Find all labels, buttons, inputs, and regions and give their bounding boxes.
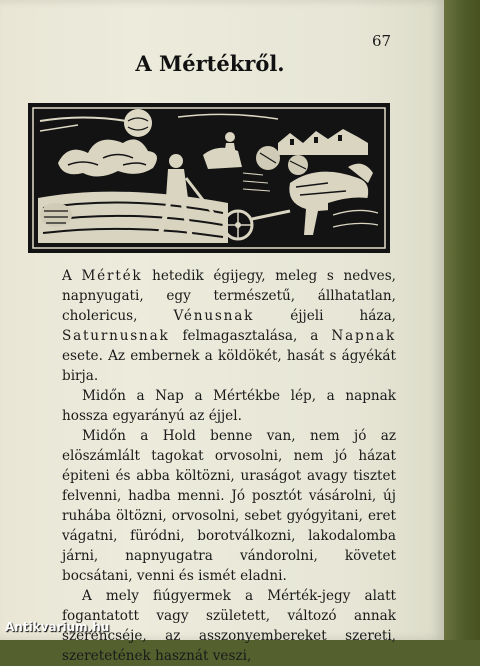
watermark: Antikvarium.hu xyxy=(5,620,110,634)
p1-text-c: hetedik égijegy, meleg s nedves, napnyugati, egy természetű, állhatatlan, cholericus, xyxy=(62,268,396,324)
paragraph-3: Midőn a Hold benne van, nem jó az elöszámlált tagokat orvosolni, nem jó házat épiteni és abba költözni, uraságot avagy tisztet felvenni, hadba menni. Jó posztót vásárolni, új ruhába öltözni, orvosolni, sebet gyógyitani, eret vágatni, füródni, borotválkozni, lakodalomba járni, napnyugatra vándorolni, követet bocsátani, venni és ismét eladni. xyxy=(62,428,396,584)
page-number: 67 xyxy=(372,32,392,50)
p1-spaced-venus: Vénusnak xyxy=(173,308,255,324)
p1-spaced-nap: Napnak xyxy=(331,328,396,344)
woodcut-drawing xyxy=(28,103,390,253)
p1-text-i: esete. Az embernek a köldökét, hasát s ágyékát birja. xyxy=(62,348,396,384)
p1-spaced-saturnus: Saturnusnak xyxy=(62,328,170,344)
paragraph-2: Midőn a Nap a Mértékbe lép, a napnak hossza egyarányú az éjjel. xyxy=(62,388,396,424)
body-text xyxy=(62,266,396,666)
p1-text-a: A xyxy=(62,268,82,284)
p1-text-g: felmagasztalása, a xyxy=(169,328,332,344)
woodcut-illustration xyxy=(28,103,390,253)
book-edge xyxy=(444,0,480,640)
paragraph-1 xyxy=(62,266,396,386)
paragraph-4: A mely fiúgyermek a Mérték-jegy alatt fogantatott vagy született, változó annak szerencséje, az asszonyembereket szereti, szeretetének hasznát veszi, xyxy=(62,588,396,664)
p1-text-e: éjjeli háza, xyxy=(254,308,396,324)
p1-spaced-merték: Mérték xyxy=(81,268,143,284)
page-title: A Mértékről. xyxy=(135,51,285,76)
